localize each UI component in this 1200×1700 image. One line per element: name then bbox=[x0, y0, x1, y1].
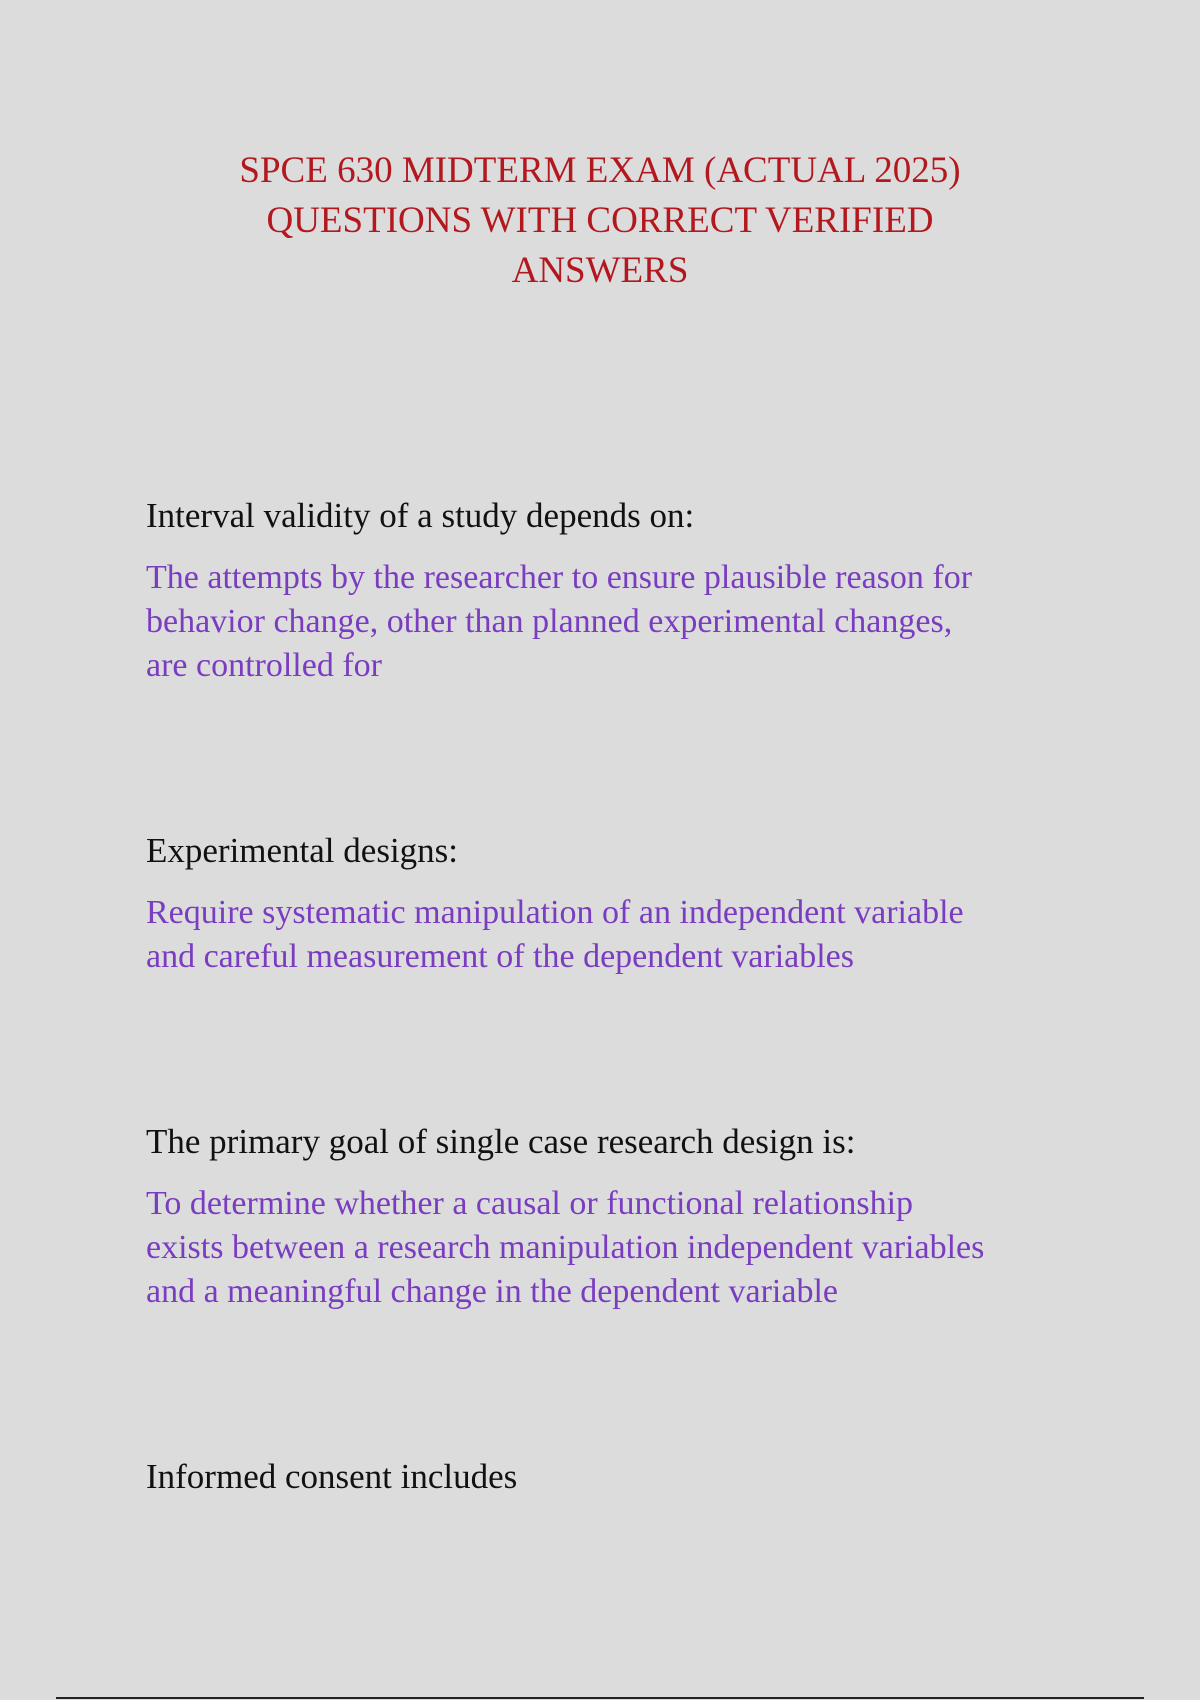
answer-text bbox=[146, 1182, 1076, 1314]
question-text: Experimental designs: bbox=[146, 831, 459, 870]
qa-item bbox=[146, 829, 1076, 979]
answer-line: To determine whether a causal or functional relationship bbox=[146, 1185, 914, 1222]
answer-line: Require systematic manipulation of an independent variable bbox=[146, 894, 964, 931]
qa-item bbox=[146, 1120, 1076, 1314]
answer-line: are controlled for bbox=[146, 647, 382, 684]
answer-line: exists between a research manipulation independent variables bbox=[146, 1229, 985, 1266]
page-bottom-rule bbox=[56, 1697, 1144, 1699]
answer-text bbox=[146, 556, 1076, 688]
answer-line: and careful measurement of the dependent variables bbox=[146, 938, 855, 975]
title-line: SPCE 630 MIDTERM EXAM (ACTUAL 2025) bbox=[239, 150, 961, 191]
answer-line: and a meaningful change in the dependent variable bbox=[146, 1273, 838, 1310]
title-line: ANSWERS bbox=[511, 250, 689, 291]
answer-line: behavior change, other than planned experimental changes, bbox=[146, 603, 953, 640]
qa-item bbox=[146, 1455, 1076, 1499]
question-text: The primary goal of single case research design is: bbox=[146, 1122, 856, 1161]
title-line: QUESTIONS WITH CORRECT VERIFIED bbox=[266, 200, 934, 241]
document-title bbox=[100, 146, 1100, 296]
answer-text bbox=[146, 891, 1076, 979]
question-text: Interval validity of a study depends on: bbox=[146, 496, 695, 535]
answer-line: The attempts by the researcher to ensure plausible reason for bbox=[146, 559, 973, 596]
question-text: Informed consent includes bbox=[146, 1457, 518, 1496]
qa-item bbox=[146, 494, 1076, 688]
